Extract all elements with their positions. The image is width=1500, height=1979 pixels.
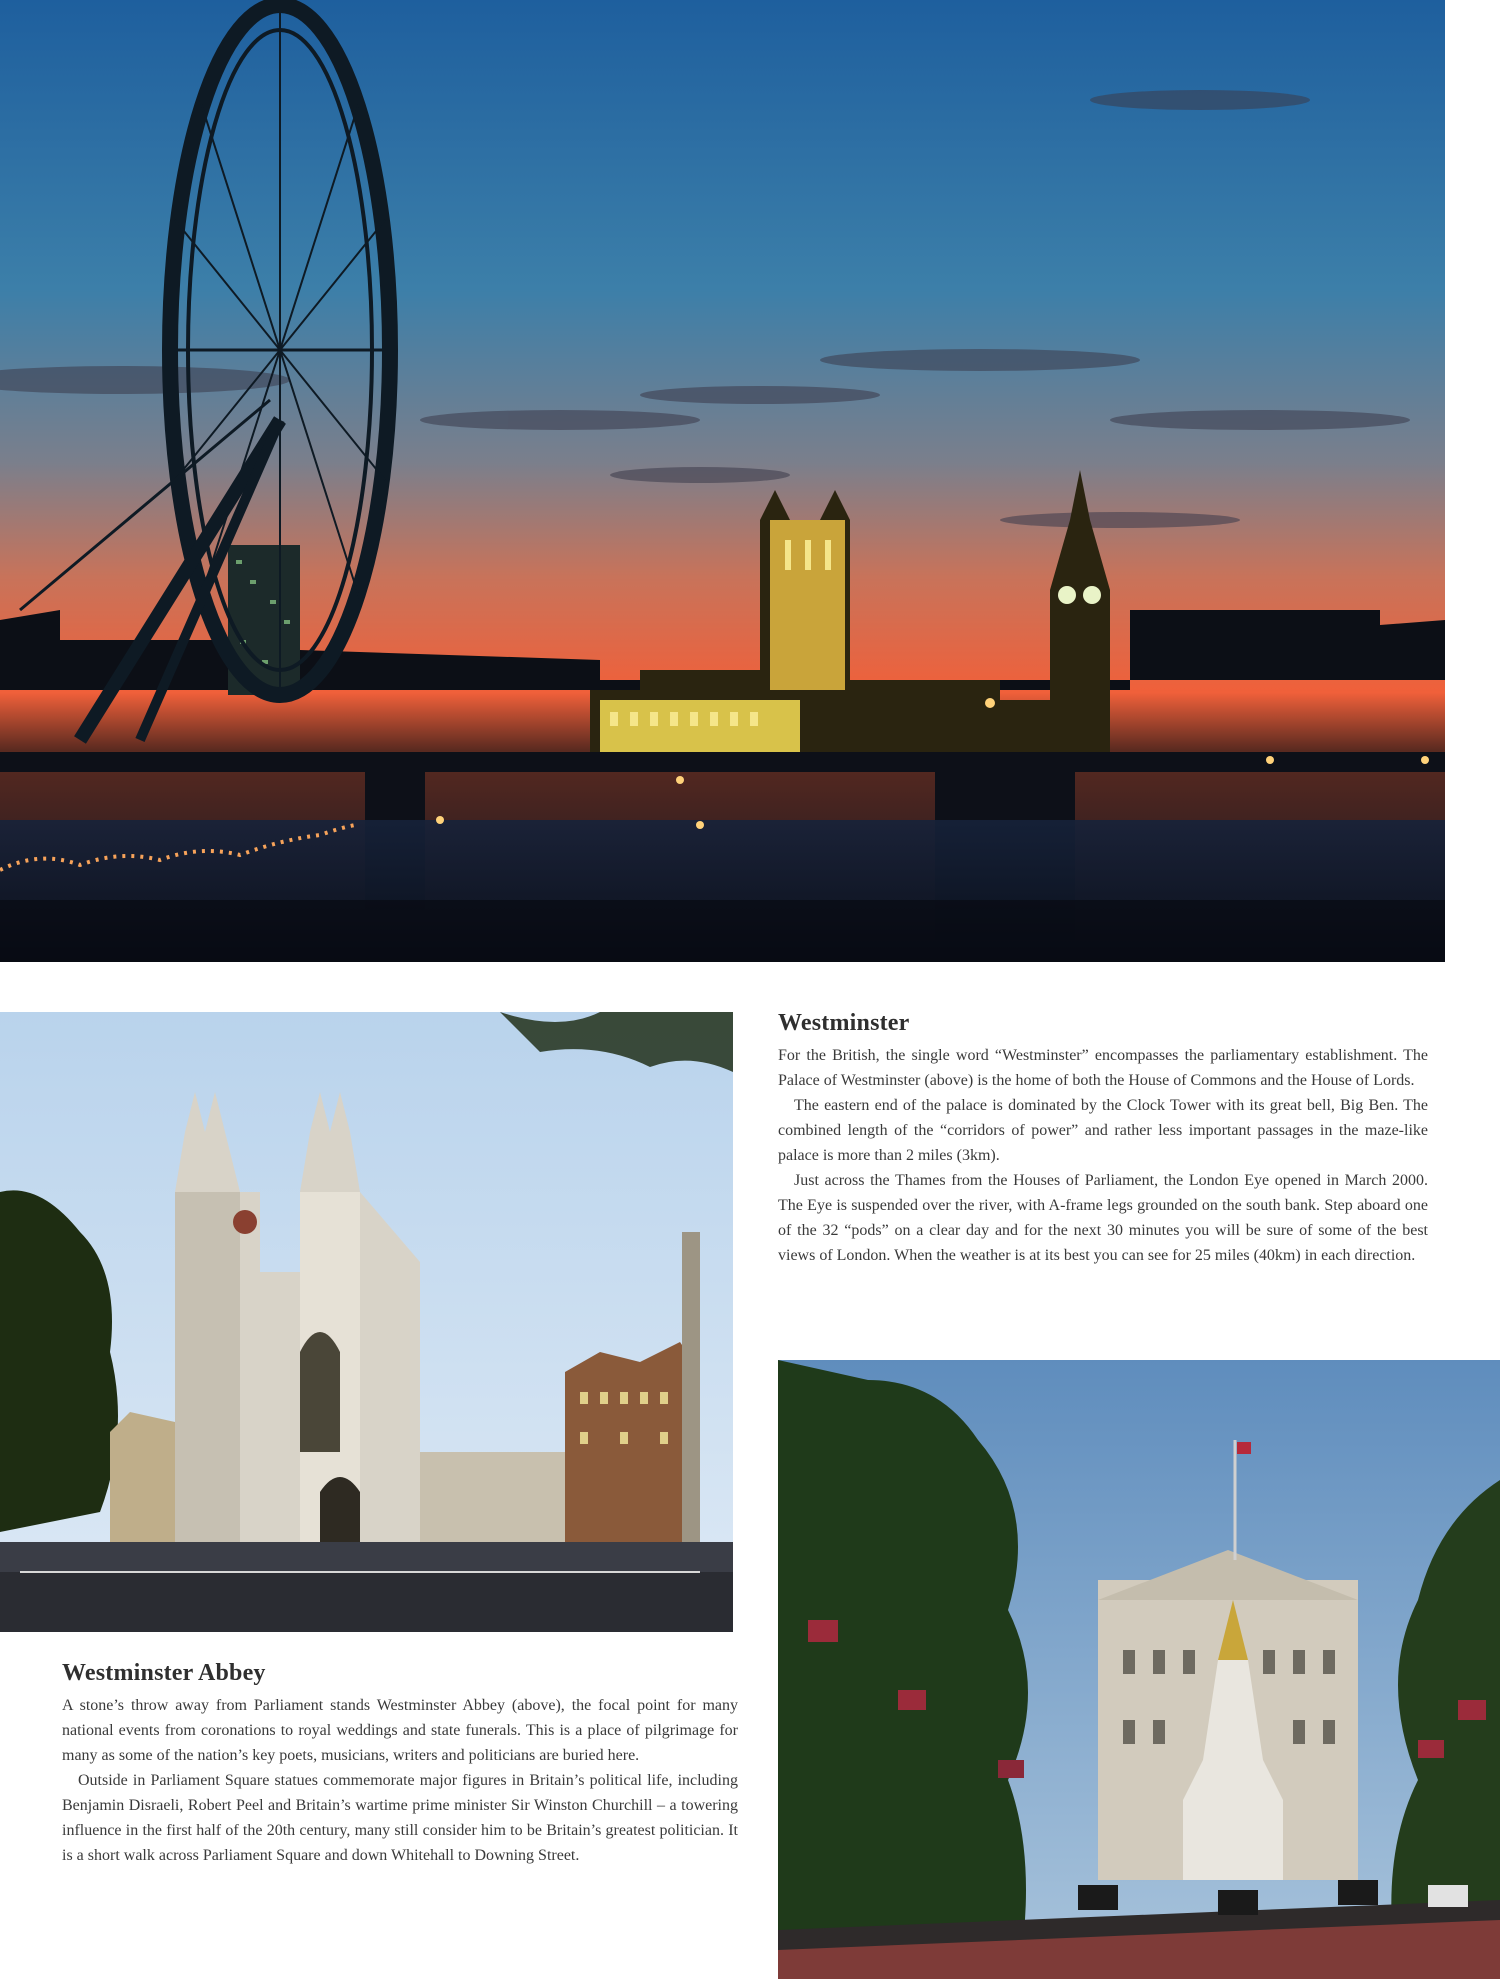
- westminster-paragraph-3: Just across the Thames from the Houses of Parliament, the London Eye opened in March 2000. The Eye is suspended over the river, with A-frame legs grounded on the south bank. Step aboard one of the 32 “pods” on a clear day and for the next 30 minutes you will be sure of some of the best views of London. When the weather is at its best you can see for 25 miles (40km) in each direction.: [778, 1172, 1428, 1264]
- westminster-abbey-heading: Westminster Abbey: [62, 1660, 266, 1686]
- westminster-paragraph-2: The eastern end of the palace is dominated by the Clock Tower with its great bell, Big Ben. The combined length of the “corridors of power” and rather less important passages in the maze-like palace is more than 2 miles (3km).: [778, 1097, 1428, 1164]
- westminster-paragraph-1: For the British, the single word “Westminster” encompasses the parliamentary establishment. The Palace of Westminster (above) is the home of both the House of Commons and the House of Lords.: [778, 1047, 1428, 1089]
- westminster-abbey-paragraph-1: A stone’s throw away from Parliament stands Westminster Abbey (above), the focal point for many national events from coronations to royal weddings and state funerals. This is a place of pilgrimage for many as some of the nation’s key poets, musicians, writers and politicians are buried here.: [62, 1697, 738, 1764]
- westminster-article: [778, 1010, 1428, 1268]
- westminster-heading: Westminster: [778, 1010, 910, 1036]
- westminster-abbey-paragraph-2: Outside in Parliament Square statues commemorate major figures in Britain’s political life, including Benjamin Disraeli, Robert Peel and Britain’s wartime prime minister Sir Winston Churchill – a towering influence in the first half of the 20th century, many still consider him to be Britain’s greatest politician. It is a short walk across Parliament Square and down Whitehall to Downing Street.: [62, 1772, 738, 1864]
- westminster-abbey-article: [62, 1660, 738, 1868]
- westminster-skyline-photo: [0, 0, 1445, 962]
- buckingham-palace-photo: [778, 1360, 1500, 1979]
- westminster-abbey-photo: [0, 1012, 733, 1632]
